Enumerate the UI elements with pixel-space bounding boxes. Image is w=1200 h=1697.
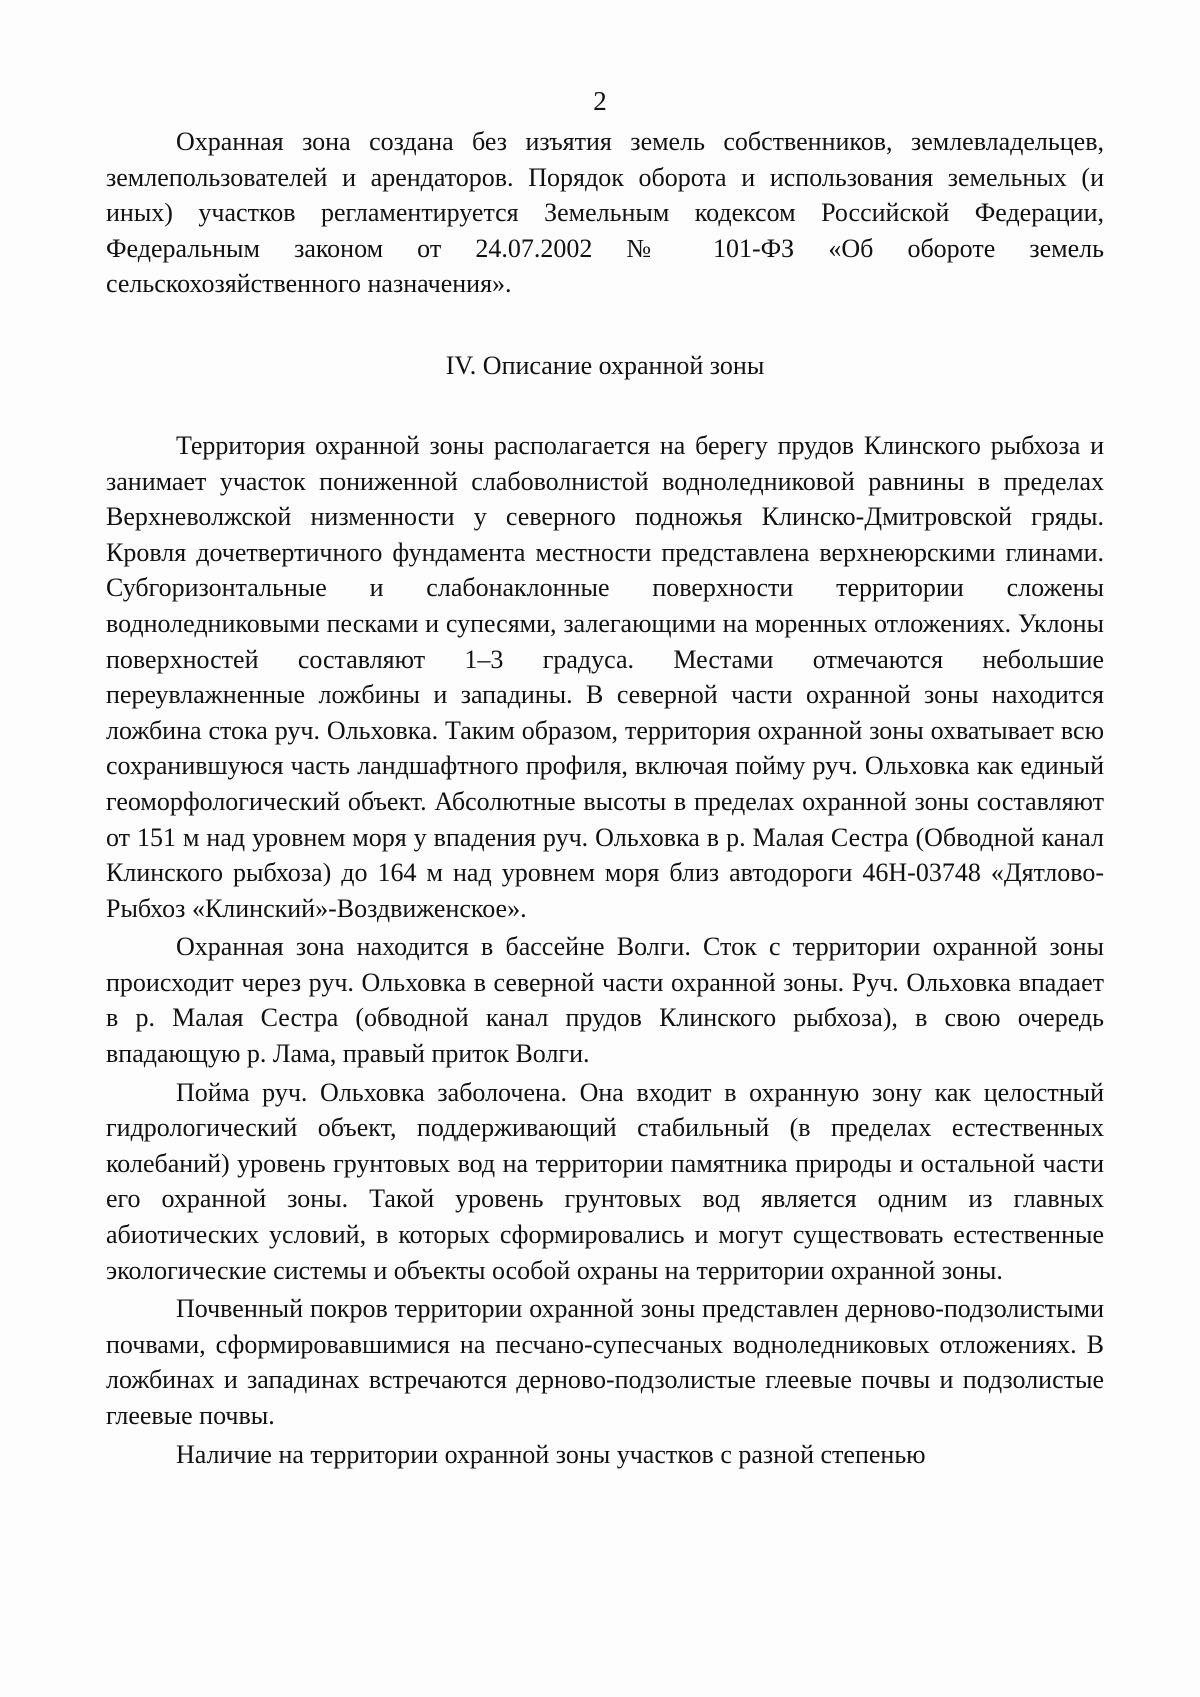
paragraph-floodplain: Пойма руч. Ольховка заболочена. Она входит в охранную зону как целостный гидрологический объект, поддерживающий стабильный (в пределах естественных колебаний) уровень грунтовых вод на территории памятника природы и остальной части его охранной зоны. Такой уровень грунтовых вод является одним из главных абиотических условий, в которых сформировались и могут существовать естественные экологические системы и объекты особой охраны на территории охранной зоны. (106, 1077, 1104, 1285)
paragraph-soils: Почвенный покров территории охранной зоны представлен дерново-подзолистыми почвами, сформировавшимися на песчано-супесчаных водноледниковых отложениях. В ложбинах и западинах встречаются дерново-подзолистые глеевые почвы и подзолистые глеевые почвы. (106, 1294, 1104, 1430)
paragraph-relief: Территория охранной зоны располагается на берегу прудов Клинского рыбхоза и занимает участок пониженной слабоволнистой водноледниковой равнины в пределах Верхневолжской низменности у северного подножья Клинско-Дмитровской гряды. Кровля дочетвертичного фундамента местности представлена верхнеюрскими глинами. Субгоризонтальные и слабонаклонные поверхности территории сложены водноледниковыми песками и супесями, залегающими на моренных отложениях. Уклоны поверхностей составляют 1–3 градуса. Местами отмечаются небольшие переувлажненные ложбины и западины. В северной части охранной зоны находится ложбина стока руч. Ольховка. Таким образом, территория охранной зоны охватывает всю сохранившуюся часть ландшафтного профиля, включая пойму руч. Ольховка как единый геоморфологический объект. Абсолютные высоты в пределах охранной зоны составляют от 151 м над уровнем моря у впадения руч. Ольховка в р. Малая Сестра (Обводной канал Клинского рыбхоза) до 164 м над уровнем моря близ автодороги 46Н-03748 «Дятлово-Рыбхоз «Клинский»-Воздвиженское». (106, 430, 1104, 923)
section-heading: IV. Описание охранной зоны (445, 350, 765, 380)
document-body (106, 124, 1104, 1472)
spacer (106, 302, 1104, 348)
page-number: 2 (593, 86, 607, 116)
paragraph-continued: Наличие на территории охранной зоны участков с разной степенью (176, 1439, 926, 1469)
spacer (106, 383, 1104, 428)
paragraph-hydrology: Охранная зона находится в бассейне Волги. Сток с территории охранной зоны происходит через руч. Ольховка в северной части охранной зоны. Руч. Ольховка впадает в р. Малая Сестра (обводной канал прудов Клинского рыбхоза), в свою очередь впадающую р. Лама, правый приток Волги. (106, 932, 1104, 1069)
intro-paragraph: Охранная зона создана без изъятия земель собственников, землевладельцев, землепользователей и арендаторов. Порядок оборота и использования земельных (и иных) участков регламентируется Земельным кодексом Российской Федерации, Федеральным законом от 24.07.2002 № 101-ФЗ «Об обороте земель сельскохозяйственного назначения». (106, 127, 1104, 299)
